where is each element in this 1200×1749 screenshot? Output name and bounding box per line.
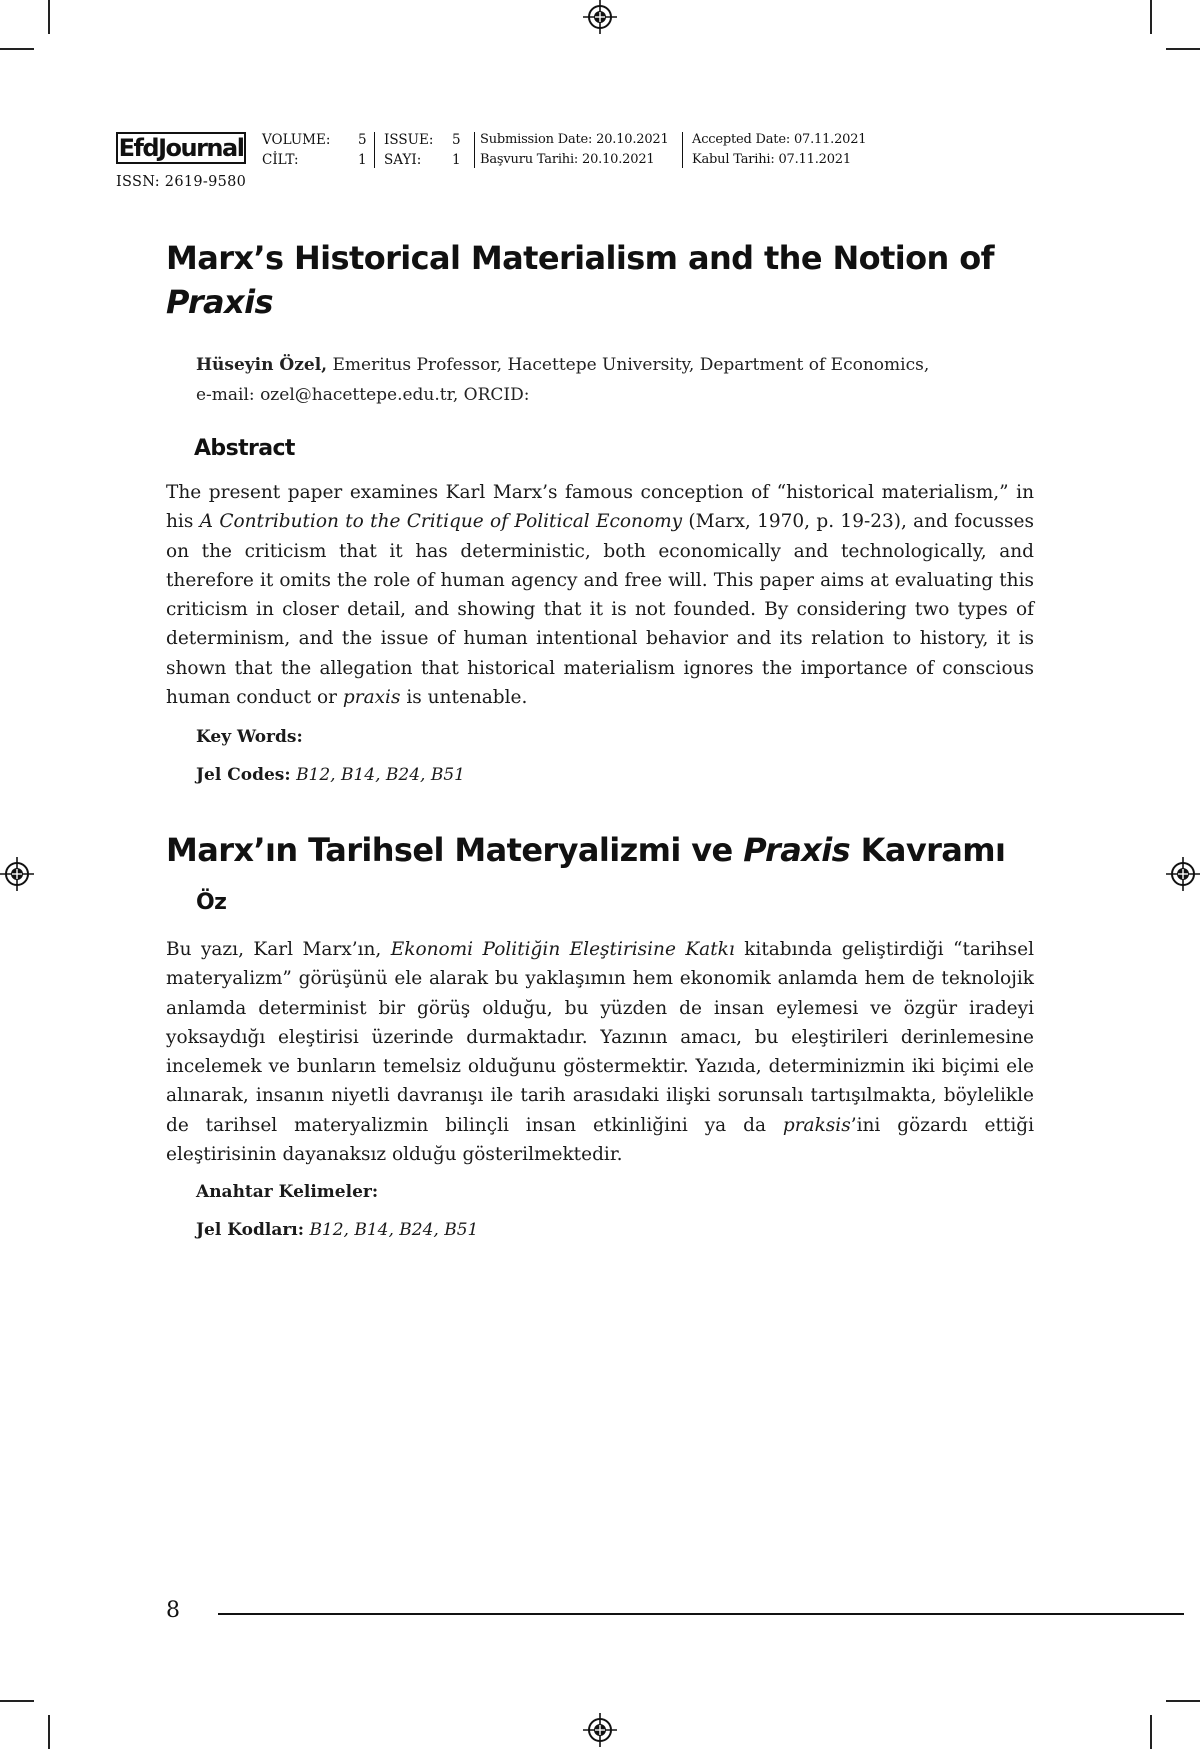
turkish-title-part: Marx’ın Tarihsel Materyalizmi ve bbox=[166, 831, 744, 869]
cilt-label: CİLT: bbox=[262, 152, 299, 168]
author-affiliation: Emeritus Professor, Hacettepe University, Department of Economics, bbox=[332, 355, 930, 375]
crop-mark-bottom-right-vertical bbox=[1150, 1715, 1152, 1749]
oz-text-part: kitabında geliştirdiği “tarihsel materyalizm” görüşünü ele alarak bu yaklaşımın hem ekonomik anlamda hem de teknolojik anlamda determinist bir görüş olduğu, bu yüzden de insan eylemesi ve özgür iradeyi yoksaydığı eleştirisi üzerinde durmaktadır. Yazının amacı, bu eleştirileri derinlemesine incelemek ve bunların temelsiz olduğunu göstermektir. Yazıda, determinizmin iki biçimi ele alınarak, insanın niyetli davranışı ile tarih arasıdaki ilişki sorunsalı tartışılmakta, böylelikle de tarihsel materyalizmin bilinçli insan etkinliğini ya da bbox=[166, 939, 1034, 1136]
accepted-block bbox=[692, 130, 866, 170]
registration-mark-icon bbox=[0, 857, 34, 891]
kabul-tarihi: Kabul Tarihi: 07.11.2021 bbox=[692, 152, 851, 167]
issue-block bbox=[384, 130, 461, 170]
header-divider bbox=[682, 132, 683, 168]
oz-praksis: praksis bbox=[782, 1114, 851, 1136]
turkish-title-part: Kavramı bbox=[850, 831, 1006, 869]
sayi-label: SAYI: bbox=[384, 152, 422, 168]
registration-mark-icon bbox=[583, 0, 617, 34]
abstract-heading: Abstract bbox=[194, 436, 295, 461]
oz-heading: Öz bbox=[196, 890, 227, 915]
journal-logo bbox=[116, 132, 246, 164]
abstract-text bbox=[166, 478, 1034, 712]
footer-rule bbox=[218, 1613, 1184, 1615]
crop-mark-top-right-horizontal bbox=[1166, 48, 1200, 50]
crop-mark-bottom-left-horizontal bbox=[0, 1700, 34, 1702]
oz-text-part: Bu yazı, Karl Marx’ın, bbox=[166, 939, 391, 960]
sayi-value: 1 bbox=[452, 152, 461, 168]
oz-text-part: ’ini gözardı ettiği eleştirisinin dayanaksız olduğu gösterilmektedir. bbox=[166, 1114, 1034, 1166]
header-divider bbox=[474, 132, 475, 168]
turkish-title-praxis: Praxis bbox=[743, 831, 851, 869]
accepted-date: Accepted Date: 07.11.2021 bbox=[692, 132, 867, 147]
registration-mark-icon bbox=[583, 1713, 617, 1747]
oz-book-title: Ekonomi Politiğin Eleştirisine Katkı bbox=[390, 939, 735, 960]
jel-codes-value: B12, B14, B24, B51 bbox=[296, 765, 465, 785]
header-divider bbox=[374, 132, 375, 168]
author-info bbox=[196, 350, 996, 410]
crop-mark-bottom-left-vertical bbox=[48, 1715, 50, 1749]
author-line bbox=[196, 350, 996, 380]
anahtar-kelimeler bbox=[196, 1182, 378, 1202]
crop-mark-top-right-vertical bbox=[1150, 0, 1152, 34]
jel-kodlari-label: Jel Kodları: bbox=[196, 1220, 305, 1240]
volume-block bbox=[262, 130, 367, 170]
submission-date: Submission Date: 20.10.2021 bbox=[480, 132, 669, 147]
issue-label: ISSUE: bbox=[384, 132, 434, 148]
author-name: Hüseyin Özel, bbox=[196, 355, 328, 375]
issn: ISSN: 2619-9580 bbox=[116, 174, 247, 190]
jel-kodlari-value: B12, B14, B24, B51 bbox=[309, 1220, 479, 1240]
abstract-text-part: The present paper examines Karl Marx’s famous conception of “historical materialism,” in his bbox=[166, 482, 1034, 533]
keywords-label: Key Words: bbox=[196, 727, 303, 747]
turkish-title bbox=[166, 828, 1005, 872]
abstract-praxis: praxis bbox=[342, 687, 401, 709]
journal-header bbox=[116, 128, 936, 188]
jel-codes bbox=[196, 765, 465, 785]
abstract-text-part: (Marx, 1970, p. 19-23), and focusses on the criticism that it has deterministic, both economically and technologically, and therefore it omits the role of human agency and free will. This paper aims at evaluating this criticism in closer detail, and showing that it is not founded. By considering two types of determinism, and the issue of human intentional behavior and its relation to history, it is shown that the allegation that historical materialism ignores the importance of conscious human conduct or bbox=[166, 511, 1034, 709]
author-contact: e-mail: ozel@hacettepe.edu.tr, ORCID: bbox=[196, 385, 530, 405]
cilt-value: 1 bbox=[358, 152, 367, 168]
crop-mark-top-left-horizontal bbox=[0, 48, 34, 50]
volume-label: VOLUME: bbox=[262, 132, 331, 148]
abstract-text-part: is untenable. bbox=[400, 687, 528, 709]
article-title-praxis: Praxis bbox=[166, 283, 273, 321]
keywords bbox=[196, 727, 303, 747]
abstract-book-title: A Contribution to the Critique of Political Economy bbox=[199, 511, 683, 533]
volume-value: 5 bbox=[358, 132, 367, 148]
article-title-line2 bbox=[166, 280, 994, 324]
article-title-line1: Marx’s Historical Materialism and the Notion of bbox=[166, 239, 994, 277]
article-title bbox=[166, 236, 994, 324]
jel-kodlari bbox=[196, 1220, 478, 1240]
jel-codes-label: Jel Codes: bbox=[196, 765, 291, 785]
crop-mark-top-left-vertical bbox=[48, 0, 50, 34]
issue-value: 5 bbox=[452, 132, 461, 148]
registration-mark-icon bbox=[1166, 857, 1200, 891]
basvuru-tarihi: Başvuru Tarihi: 20.10.2021 bbox=[480, 152, 655, 167]
journal-logo-text: EfdJournal bbox=[118, 134, 244, 162]
submission-block bbox=[480, 130, 669, 170]
crop-mark-bottom-right-horizontal bbox=[1166, 1700, 1200, 1702]
page-number: 8 bbox=[166, 1598, 180, 1623]
anahtar-kelimeler-label: Anahtar Kelimeler: bbox=[196, 1182, 379, 1202]
oz-text bbox=[166, 935, 1034, 1169]
